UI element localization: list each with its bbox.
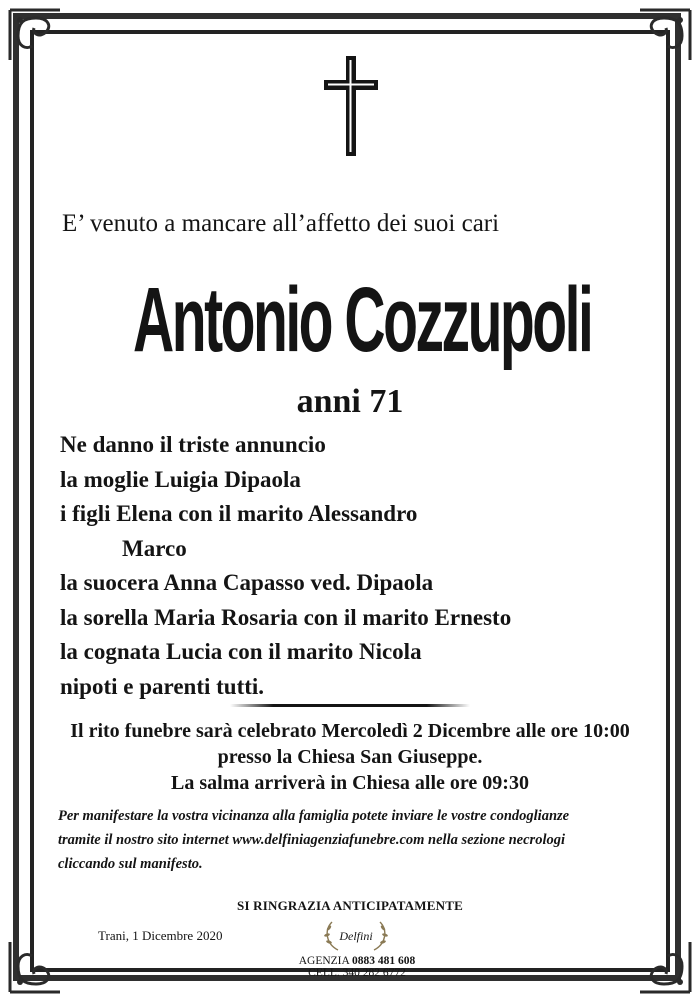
note-line: tramite il nostro sito internet www.delfiniagenziafunebre.com nella sezione necrologi xyxy=(58,832,565,848)
mourner-line: la sorella Maria Rosaria con il marito Ernesto xyxy=(60,604,512,630)
cell-phone: 340 282 6772 xyxy=(342,967,406,979)
cell-phone-line xyxy=(282,967,432,979)
corner-ornament-icon xyxy=(636,6,694,64)
place-date: Trani, 1 Dicembre 2020 xyxy=(98,928,223,943)
ceremony-line: Il rito funebre sarà celebrato Mercoledì 2 Dicembre alle ore 10:00 xyxy=(70,720,630,742)
agency-phone: 0883 481 608 xyxy=(352,955,416,967)
deceased-age: anni 71 xyxy=(296,383,404,420)
agency-phone-line xyxy=(282,955,432,967)
corner-ornament-icon xyxy=(6,938,64,996)
thanks-text: SI RINGRAZIA ANTICIPATAMENTE xyxy=(237,898,463,913)
mourners-list xyxy=(60,428,640,704)
mourner-line: la suocera Anna Capasso ved. Dipaola xyxy=(60,570,434,595)
note-line: cliccando sul manifesto. xyxy=(58,856,203,872)
divider-line xyxy=(230,704,470,707)
mourner-line: la moglie Luigia Dipaola xyxy=(60,466,301,492)
condolence-note xyxy=(58,804,658,876)
note-line: Per manifestare la vostra vicinanza alla famiglia potete inviare le vostre condoglianze xyxy=(58,808,570,824)
agency-logo xyxy=(318,918,394,954)
mourner-line: i figli Elena con il marito Alessandro xyxy=(60,501,418,526)
corner-ornament-icon xyxy=(636,938,694,996)
cell-label: CELL. xyxy=(308,967,340,979)
intro-text: E’ venuto a mancare all’affetto dei suoi cari xyxy=(62,210,500,237)
ceremony-details xyxy=(40,718,660,796)
mourner-line: Ne danno il triste annuncio xyxy=(60,432,326,457)
mourner-line: Marco xyxy=(122,535,187,561)
deceased-name: Antonio Cozzupoli xyxy=(133,269,592,371)
mourner-line: nipoti e parenti tutti. xyxy=(60,673,265,699)
agency-label: AGENZIA xyxy=(298,955,350,967)
agency-contacts xyxy=(282,955,432,979)
ceremony-line: La salma arriverà in Chiesa alle ore 09:30 xyxy=(171,772,529,794)
ceremony-line: presso la Chiesa San Giuseppe. xyxy=(217,746,483,768)
latin-cross-icon xyxy=(322,54,380,158)
logo-text: Delfini xyxy=(339,929,373,943)
corner-ornament-icon xyxy=(6,6,64,64)
mourner-line: la cognata Lucia con il marito Nicola xyxy=(60,639,422,664)
